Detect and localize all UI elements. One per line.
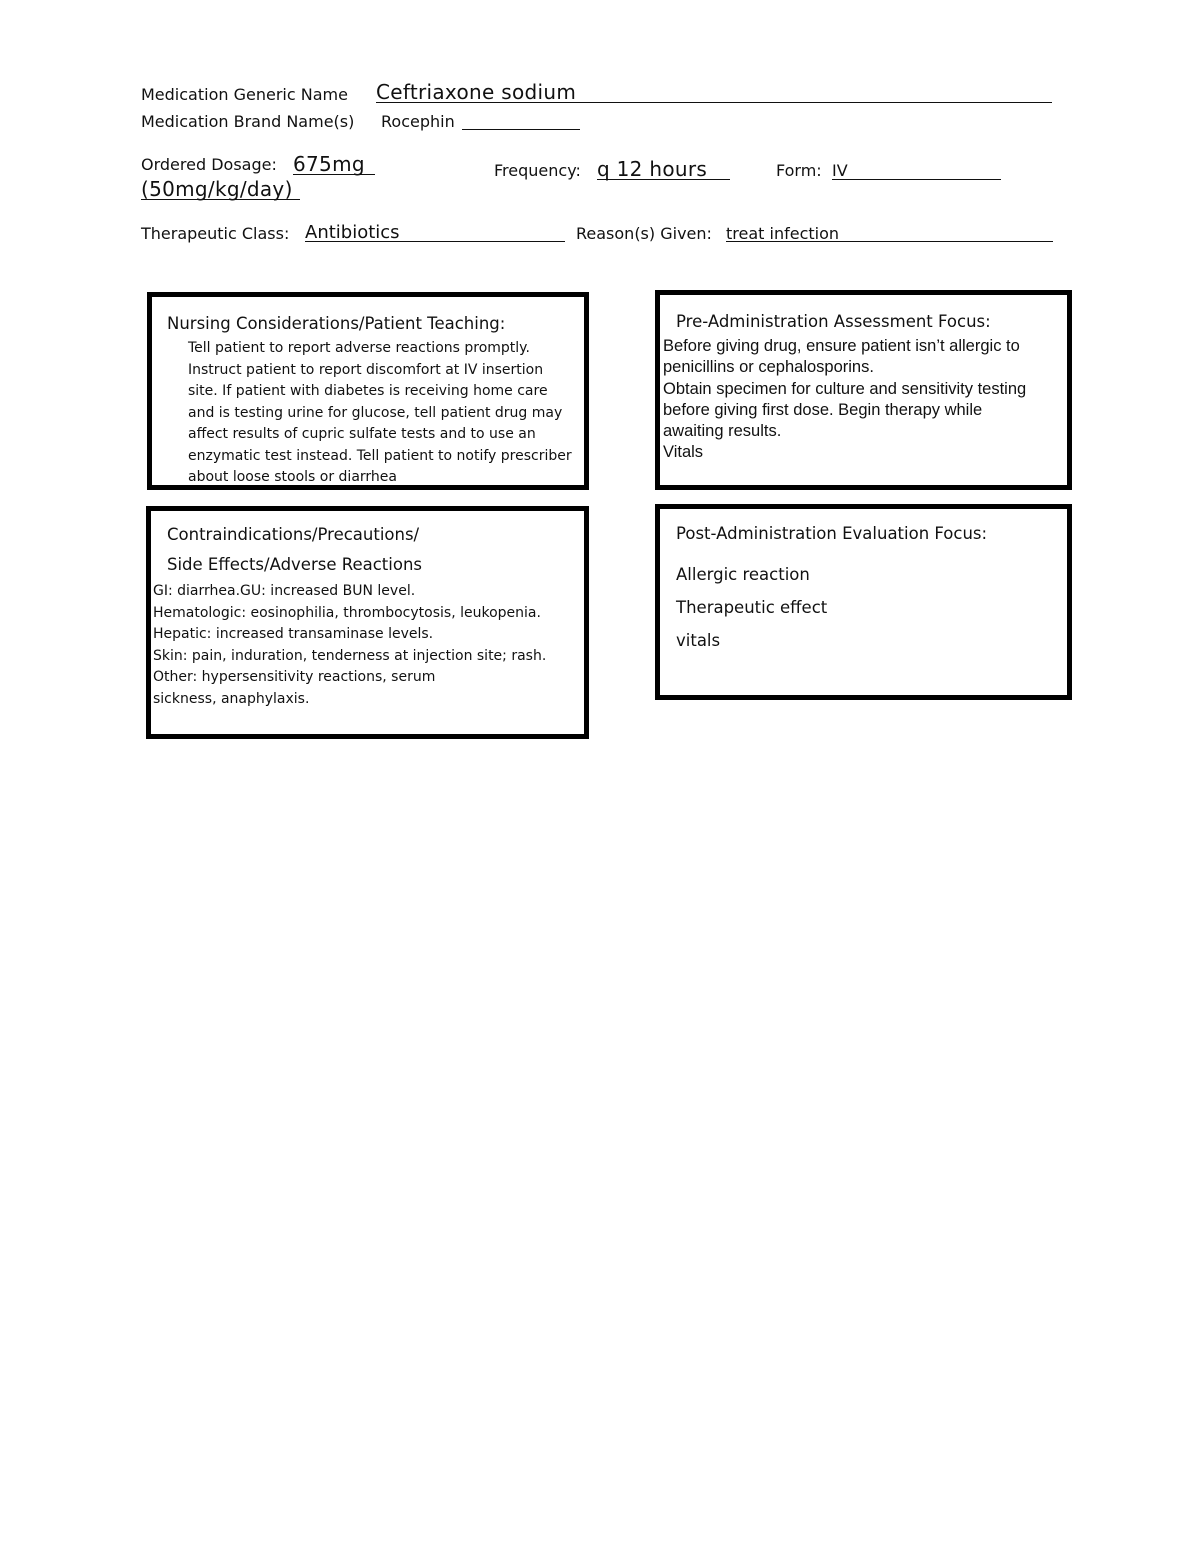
pre-administration-text (663, 336, 1026, 464)
nursing-line: about loose stools or diarrhea (188, 469, 397, 485)
frequency-label: Frequency: (494, 161, 581, 180)
reason-label: Reason(s) Given: (576, 224, 712, 243)
post-administration-title: Post-Administration Evaluation Focus: (676, 524, 988, 543)
nursing-line: enzymatic test instead. Tell patient to notify prescriber (188, 447, 572, 464)
post-admin-item: Therapeutic effect (676, 598, 828, 617)
nursing-line: and is testing urine for glucose, tell patient drug may (188, 404, 563, 421)
dosage-underline (293, 174, 375, 175)
contra-line: sickness, anaphylaxis. (153, 690, 310, 707)
form-value: IV (832, 161, 848, 180)
nursing-line: affect results of cupric sulfate tests and to use an (188, 426, 536, 442)
brand-name-underline (462, 129, 580, 130)
form-label: Form: (776, 161, 822, 180)
pre-admin-line: Before giving drug, ensure patient isn’t allergic to (663, 337, 1020, 355)
brand-name-label: Medication Brand Name(s) (141, 112, 355, 131)
post-admin-item: Allergic reaction (676, 565, 810, 584)
contra-line: GI: diarrhea.GU: increased BUN level. (153, 583, 416, 599)
reason-underline (726, 241, 1053, 242)
nursing-considerations-text (188, 338, 572, 489)
nursing-considerations-box (147, 292, 589, 490)
generic-name-value: Ceftriaxone sodium (376, 80, 577, 104)
contraindications-box (146, 506, 589, 739)
post-administration-box (655, 504, 1072, 700)
dosage-detail-underline (141, 199, 300, 200)
pre-administration-box (655, 290, 1072, 490)
pre-admin-line: before giving first dose. Begin therapy while (663, 400, 983, 419)
reason-value: treat infection (726, 224, 840, 243)
nursing-considerations-title: Nursing Considerations/Patient Teaching: (167, 314, 506, 333)
contraindications-title: Contraindications/Precautions/ (167, 525, 420, 544)
pre-administration-title: Pre-Administration Assessment Focus: (676, 312, 991, 331)
dosage-value-detail: (50mg/kg/day) (141, 177, 293, 201)
nursing-line: site. If patient with diabetes is receiving home care (188, 383, 548, 399)
nursing-line: Tell patient to report adverse reactions promptly. (188, 340, 530, 356)
form-underline (832, 179, 1001, 180)
contra-line: Skin: pain, induration, tenderness at injection site; rash. (153, 647, 547, 664)
post-admin-item: vitals (676, 631, 721, 650)
contra-line: Other: hypersensitivity reactions, serum (153, 669, 436, 685)
generic-name-label: Medication Generic Name (141, 85, 348, 104)
pre-admin-line: Vitals (663, 443, 704, 462)
pre-admin-line: awaiting results. (663, 422, 782, 441)
nursing-line: Instruct patient to report discomfort at IV insertion (188, 361, 544, 378)
contra-line: Hepatic: increased transaminase levels. (153, 626, 434, 642)
pre-admin-line: penicillins or cephalosporins. (663, 358, 874, 377)
therapeutic-class-label: Therapeutic Class: (141, 224, 290, 243)
pre-admin-line: Obtain specimen for culture and sensitivity testing (663, 379, 1027, 398)
frequency-underline (597, 179, 730, 180)
therapeutic-class-underline (305, 241, 565, 242)
post-administration-list (676, 558, 827, 657)
generic-name-underline (376, 102, 1052, 103)
dosage-value: 675mg (293, 152, 365, 176)
contra-line: Hematologic: eosinophilia, thrombocytosis, leukopenia. (153, 604, 541, 621)
frequency-value: q 12 hours (597, 157, 708, 181)
brand-name-value: Rocephin (381, 112, 455, 131)
contraindications-text (153, 581, 546, 710)
contraindications-subtitle: Side Effects/Adverse Reactions (167, 555, 422, 574)
dosage-label: Ordered Dosage: (141, 155, 277, 174)
therapeutic-class-value: Antibiotics (305, 222, 400, 243)
